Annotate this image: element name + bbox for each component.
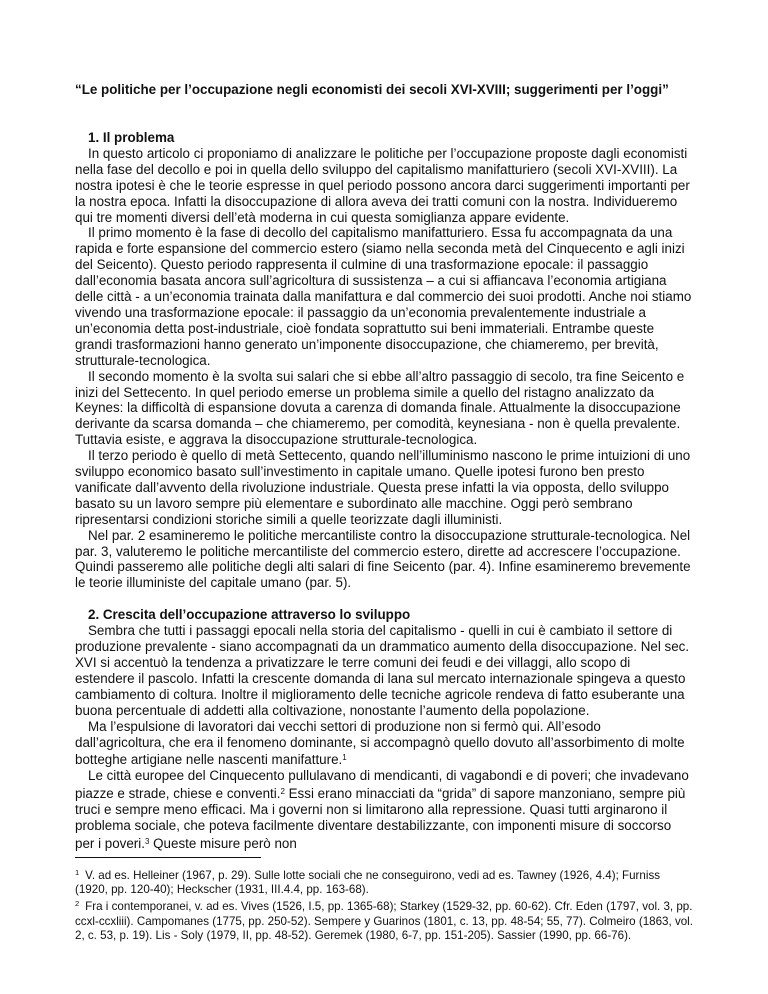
- footnote-number: 2: [75, 899, 80, 909]
- footnote-divider: [75, 857, 261, 858]
- section-heading-1: 1. Il problema: [88, 130, 175, 145]
- paragraph: [75, 768, 693, 852]
- paragraph: Il primo momento è la fase di decollo del capitalismo manifatturiero. Essa fu accompagnata da una rapida e forte espansione del commercio estero (siamo nella seconda metà del Cinquecento e agli inizi del Seicento). Questo periodo rappresenta il culmine di una trasformazione epocale: il passaggio dall’economia basata ancora sull’agricoltura di sussistenza – a cui si affiancava l’economia artigiana delle città - a un’economia trainata dalla manifattura e dal commercio dei suoi prodotti. Anche noi stiamo vivendo una trasformazione epocale: il passaggio da un’economia prevalentemente industriale a un’economia detta post-industriale, cioè fondata soprattutto sui beni immateriali. Entrambe queste grandi trasformazioni hanno generato un’imponente disoccupazione, che chiameremo, per brevità, strutturale-tecnologica.: [75, 225, 692, 368]
- paragraph: Il secondo momento è la svolta sui salari che si ebbe all’altro passaggio di secolo, tra fine Seicento e inizi del Settecento. In quel periodo emerse un problema simile a quello del ristagno analizzato da Keynes: la difficoltà di espansione dovuta a carenza di domanda finale. Attualmente la disoccupazione derivante da scarsa domanda – che chiameremo, per comodità, keynesiana - non è quella prevalente. Tuttavia esiste, e aggrava la disoccupazione strutturale-tecnologica.: [75, 368, 685, 448]
- paragraph: Sembra che tutti i passaggi epocali nella storia del capitalismo - quelli in cui è cambiato il settore di produzione prevalente - siano accompagnati da un drammatico aumento della disoccupazione. Nel sec. XVI si accentuò la tendenza a privatizzare le terre comuni dei feudi e dei villaggi, allo scopo di estendere il pascolo. Infatti la crescente domanda di lana sul mercato internazionale spingeva a questo cambiamento di coltura. Inoltre il miglioramento delle tecniche agricole rendeva di fatto esuberante una buona percentuale di addetti alla coltivazione, nonostante l’aumento della popolazione.: [75, 623, 690, 718]
- paragraph-text: Queste misure però non: [149, 835, 297, 851]
- footnote-2: [75, 897, 693, 943]
- section-heading-2: 2. Crescita dell’occupazione attraverso lo sviluppo: [88, 607, 411, 623]
- paragraph: Nel par. 2 esamineremo le politiche mercantiliste contro la disoccupazione strutturale-tecnologica. Nel par. 3, valuteremo le politiche mercantiliste del commercio estero, dirette ad accrescere l’occupazione. Quindi passeremo alle politiche degli alti salari di fine Seicento (par. 4). Infine esamineremo brevemente le teorie illuministe del capitale umano (par. 5).: [75, 527, 691, 591]
- paragraph: Il terzo periodo è quello di metà Settecento, quando nell’illuminismo nascono le prime intuizioni di uno sviluppo economico basato sull’investimento in capitale umano. Quelle ipotesi furono ben presto vanificate dall’avvento della rivoluzione industriale. Questa prese infatti la via opposta, dello sviluppo basato su un lavoro sempre più elementare e subordinato alle macchine. Oggi però sembrano ripresentarsi condizioni storiche simili a quelle teorizzate dagli illuministi.: [75, 448, 691, 527]
- footnote-ref[interactable]: 1: [342, 753, 347, 763]
- paragraph-text: Le città europee del Cinquecento pullulavano di mendicanti, di vagabondi e di poveri; che invadevano piazze e strade, chiese e conventi.: [75, 768, 689, 802]
- footnotes: [75, 857, 693, 943]
- footnote-text: V. ad es. Helleiner (1967, p. 29). Sulle lotte sociali che ne conseguirono, vedi ad es. Tawney (1926, 4.4); Furniss (1920, pp. 120-40); Heckscher (1931, III.4.4, pp. 163-68).: [75, 869, 661, 897]
- paragraph: In questo articolo ci proponiamo di analizzare le politiche per l’occupazione proposte dagli economisti nella fase del decollo e poi in quella dello sviluppo del capitalismo manifatturiero (secoli XVI-XVIII). La nostra ipotesi è che le teorie espresse in quel periodo possono ancora darci suggerimenti importanti per la nostra epoca. Infatti la disoccupazione di allora aveva dei tratti comuni con la nostra. Individueremo qui tre momenti diversi dell’età moderna in cui questa somiglianza appare evidente.: [75, 145, 690, 225]
- footnote-1: [75, 866, 693, 897]
- section-spacer: [75, 591, 693, 607]
- paper-body: [75, 130, 693, 852]
- paragraph: [75, 719, 693, 769]
- paragraph-text: Essi erano minacciati da “grida” di sapore manzoniano, sempre più truci e sempre meno efficaci. Ma i governi non si limitarono alla repressione. Quasi tutti arginarono il problema sociale, che poteva facilmente diventare destabilizzante, con imponenti misure di soccorso per i poveri.: [75, 786, 686, 851]
- footnote-number: 1: [75, 868, 80, 877]
- footnote-ref[interactable]: 3: [144, 836, 150, 846]
- paper-title: “Le politiche per l’occupazione negli economisti dei secoli XVI-XVIII; suggerimenti per l’oggi”: [75, 82, 669, 97]
- paragraph-text: Ma l’espulsione di lavoratori dai vecchi settori di produzione non si fermò qui. All’esodo dall’agricoltura, che era il fenomeno dominante, si accompagnò quello dovuto all’assorbimento di molte botteghe artigiane nelle nascenti manifatture.: [75, 718, 685, 768]
- footnote-text: Fra i contemporanei, v. ad es. Vives (1526, I.5, pp. 1365-68); Starkey (1529-32, pp. 60-62). Cfr. Eden (1797, vol. 3, pp. ccxl-ccxliii). Campomanes (1775, pp. 250-52). Sempere y Guarinos (1801, c. 13, pp. 48-54; 55, 77). Colmeiro (1863, vol. 2, c. 53, p. 19). Lis - Soly (1979, II, pp. 48-52). Geremek (1980, 6-7, pp. 151-205). Sassier (1990, pp. 66-76).: [75, 900, 693, 942]
- footnote-ref[interactable]: 2: [280, 787, 285, 797]
